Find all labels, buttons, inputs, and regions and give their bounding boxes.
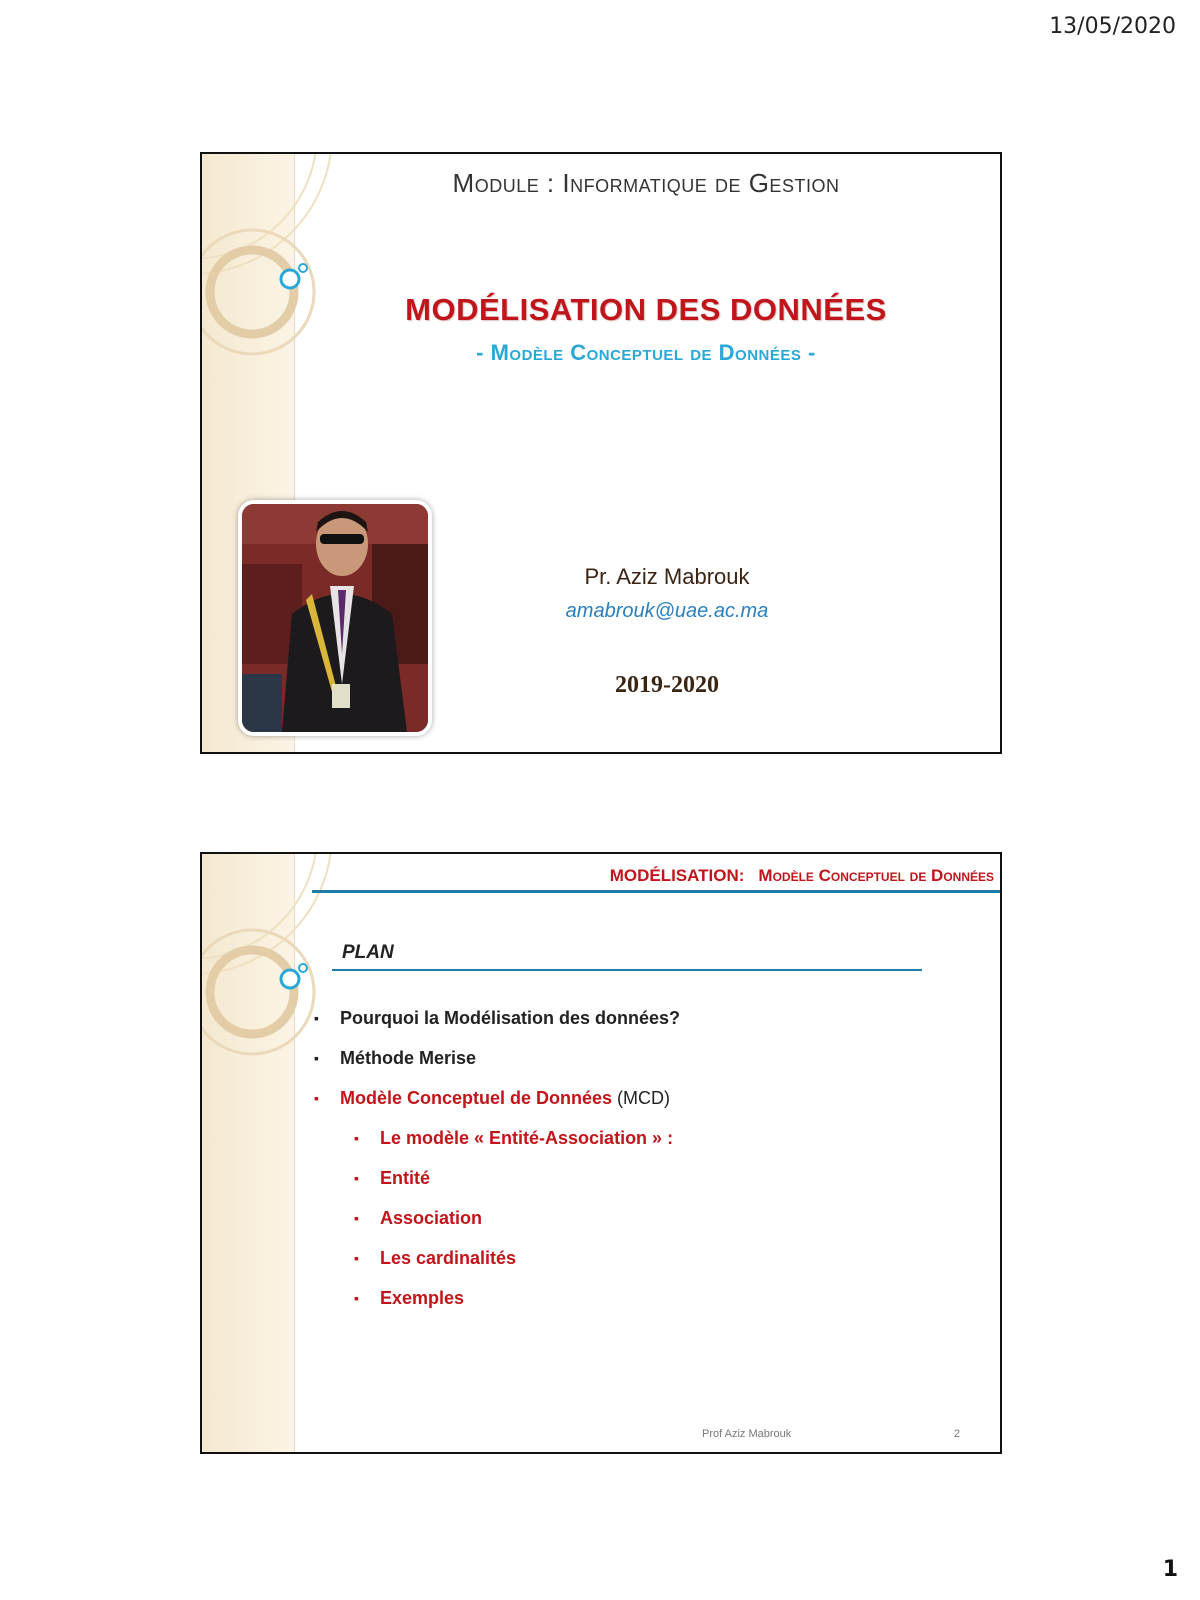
page-date: 13/05/2020 xyxy=(1049,14,1176,39)
bullet-icon: ▪ xyxy=(314,1090,319,1106)
slide-header-main: MODÉLISATION: xyxy=(609,866,745,885)
slide-subtitle: - Modèle Conceptuel de Données - xyxy=(476,340,816,365)
page-number: 1 xyxy=(1162,1557,1178,1582)
list-item-text: Association xyxy=(380,1208,483,1228)
author-photo xyxy=(238,500,432,736)
slide-header xyxy=(610,866,994,886)
plan-heading: PLAN xyxy=(342,942,394,963)
plan-slide xyxy=(200,852,1002,1454)
list-item-text: Le modèle « Entité-Association » : xyxy=(380,1128,674,1148)
bullet-icon: ▪ xyxy=(354,1250,359,1266)
bullet-icon: ▪ xyxy=(354,1130,359,1146)
author-email[interactable]: amabrouk@uae.ac.ma xyxy=(565,600,769,622)
list-item xyxy=(314,1086,980,1126)
header-rule xyxy=(312,890,1000,893)
list-item-text: Les cardinalités xyxy=(380,1248,517,1268)
list-item-suffix: (MCD) xyxy=(612,1088,671,1108)
title-slide xyxy=(200,152,1002,754)
list-item xyxy=(314,1206,980,1246)
slide-footer-page-number: 2 xyxy=(953,1428,960,1440)
slide-header-sub: Modèle Conceptuel de Données xyxy=(758,866,994,885)
list-item-text: Entité xyxy=(380,1168,431,1188)
list-item xyxy=(314,1166,980,1206)
slide-side-band xyxy=(202,854,295,1452)
bullet-icon: ▪ xyxy=(314,1010,319,1026)
author-name: Pr. Aziz Mabrouk xyxy=(584,564,750,589)
list-item-text: Pourquoi la Modélisation des données? xyxy=(340,1008,681,1028)
list-item-text: Modèle Conceptuel de Données xyxy=(340,1088,613,1108)
list-item xyxy=(314,1286,980,1326)
bullet-icon: ▪ xyxy=(354,1290,359,1306)
bullet-icon: ▪ xyxy=(314,1050,319,1066)
list-item xyxy=(314,1246,980,1286)
bullet-icon: ▪ xyxy=(354,1210,359,1226)
list-item xyxy=(314,1126,980,1166)
list-item-text: Exemples xyxy=(380,1288,465,1308)
list-item-text: Méthode Merise xyxy=(340,1048,477,1068)
academic-year: 2019-2020 xyxy=(615,672,719,698)
slide-footer-author: Prof Aziz Mabrouk xyxy=(702,1428,792,1440)
bullet-icon: ▪ xyxy=(354,1170,359,1186)
slide-title: MODÉLISATION DES DONNÉES xyxy=(405,292,887,327)
module-title: Module : Informatique de Gestion xyxy=(452,168,840,198)
plan-list xyxy=(314,1006,980,1326)
list-item xyxy=(314,1046,980,1086)
plan-rule xyxy=(332,969,922,971)
list-item xyxy=(314,1006,980,1046)
